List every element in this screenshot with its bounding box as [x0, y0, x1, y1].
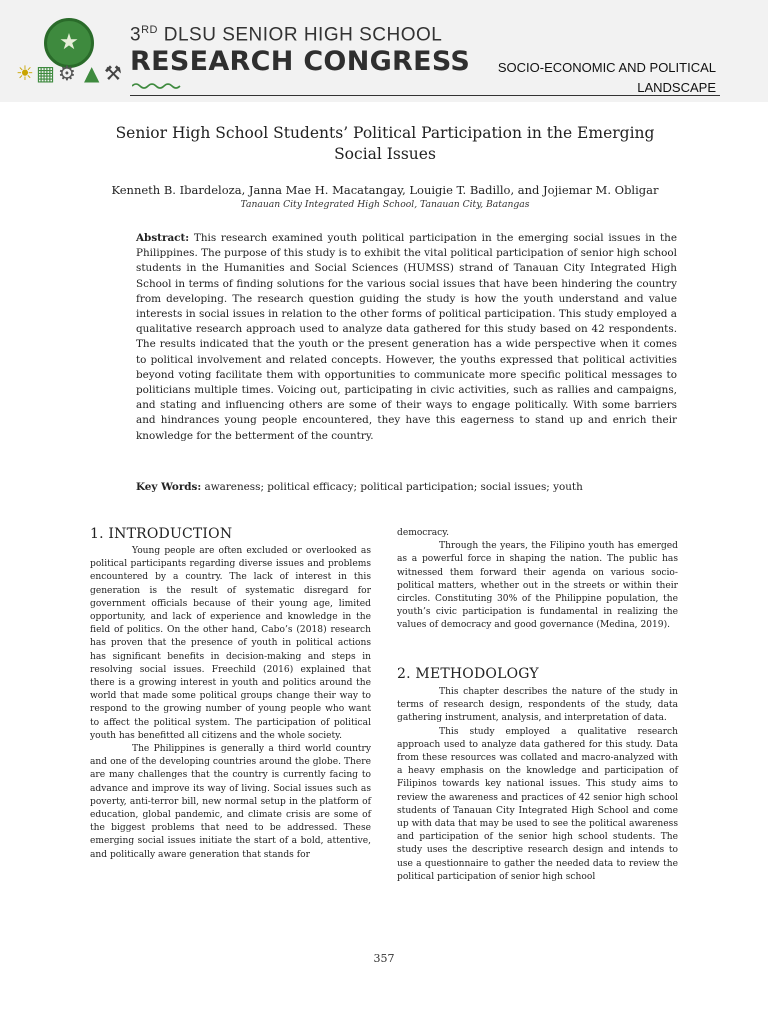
page-number: 357 — [373, 952, 395, 965]
paper-affiliation: Tanauan City Integrated High School, Tanauan City, Batangas — [240, 199, 530, 210]
paper-authors: Kenneth B. Ibardeloza, Janna Mae H. Macatangay, Louigie T. Badillo, and Jojiemar M. Obligar — [111, 183, 659, 197]
paragraph: Young people are often excluded or overlooked as political participants regarding diverse issues and problems encountered by a country. The lack of interest in this generation is the result of systematic disregard for government officials because of their young age, limited opportunity, and lack of experience and knowledge in the field of politics. On the other hand, Cabo’s (2018) research has proven that the presence of youth in political actions has significant benefits in decision-making and steps in resolving social issues. Freechild (2016) explained that there is a growing interest in youth and politics around the world that made some political groups change their way to respond to the growing number of young people who want to affect the political system. The participation of political youth has benefitted all citizens and the whole society. — [90, 546, 371, 741]
section-heading-introduction: 1. INTRODUCTION — [90, 526, 233, 542]
conference-header — [0, 0, 768, 102]
squiggle-ornament-icon — [132, 82, 182, 90]
gavel-icon: ⚒ — [104, 61, 122, 85]
paragraph: This study employed a qualitative research approach used to analyze data gathered for this study. Data from these resources was collated and macro-analyzed with a heavy emphasis on the knowledge and participation of Filipinos towards key national issues. This study aims to review the awareness and practices of 42 senior high school students of Tanauan City Integrated High School and come up with data that may be used to see the political awareness and participation of the senior high school students. The study uses the descriptive research design and intends to use a questionnaire to gather the needed data to review the political participation of senior high school — [397, 726, 678, 882]
lightbulb-icon: ☀ — [16, 61, 34, 85]
keywords-label: Key Words: — [136, 481, 202, 493]
abstract-text: This research examined youth political participation in the emerging social issues in the Philippines. The purpose of this study is to exhibit the vital political participation of senior high school students in the Humanities and Social Sciences (HUMSS) strand of Tanauan City Integrated High School in terms of finding solutions for the various social issues that have been hindering the country from developing. The research question guiding the study is how the youth understand and value interests in social issues in relation to the other forms of political participation. This study employed a qualitative research approach used to analyze data gathered for this study based on 42 respondents. The results indicated that the youth or the present generation has a wide perspective when it comes to political involvement and related concepts. However, the youths expressed that political activities beyond voting facilitate them with opportunities to communicate more specific political messages to politicians multiple times. Voicing out, participating in civic activities, such as rallies and campaigns, and stating and influencing others are some of their ways to engage politically. With some barriers and hindrances young people encountered, they have this eagerness to stand up and enrich their knowledge for the betterment of the country. — [136, 232, 677, 442]
right-column-top — [397, 527, 678, 633]
keywords-text: awareness; political efficacy; political participation; social issues; youth — [201, 481, 583, 493]
keywords — [136, 480, 677, 495]
track-label: SOCIO-ECONOMIC AND POLITICAL LANDSCAPE — [497, 60, 716, 95]
gear-icon: ⚙ — [58, 61, 76, 85]
calculator-icon: ▦ — [36, 61, 55, 85]
paragraph: The Philippines is generally a third world country and one of the developing countries around the globe. There are many challenges that the country is currently facing to advance and improve its way of living. Social issues such as poverty, anti-terror bill, new normal setup in the platform of education, global pandemic, and climate crisis are some of the biggest problems that need to be addressed. These emerging social issues initiate the start of a bold, attentive, and politically aware generation that stands for — [90, 744, 371, 860]
header-rule — [130, 95, 720, 96]
abstract-label: Abstract: — [136, 232, 190, 244]
paragraph: This chapter describes the nature of the study in terms of research design, respondents of the study, data gathering instrument, analysis, and interpretation of data. — [397, 687, 678, 724]
left-column — [90, 545, 371, 862]
right-column-bottom — [397, 686, 678, 884]
congress-subtitle: 3RD DLSU SENIOR HIGH SCHOOL — [130, 24, 443, 46]
header-icons — [14, 62, 124, 98]
paragraph: democracy. — [397, 528, 450, 538]
flask-icon: ▲ — [84, 61, 100, 85]
paragraph: Through the years, the Filipino youth has emerged as a powerful force in shaping the nation. The public has witnessed them forward their agenda on various socio-political matters, whether out in the streets or within their circles. Constituting 30% of the Philippine population, the youth’s civic participation is fundamental in realizing the values of democracy and good governance (Medina, 2019). — [397, 541, 678, 631]
paper-title: Senior High School Students’ Political Participation in the Emerging Social Issues — [115, 124, 655, 163]
abstract — [136, 231, 677, 444]
section-heading-methodology: 2. METHODOLOGY — [397, 666, 539, 682]
congress-title: RESEARCH CONGRESS — [130, 46, 471, 77]
